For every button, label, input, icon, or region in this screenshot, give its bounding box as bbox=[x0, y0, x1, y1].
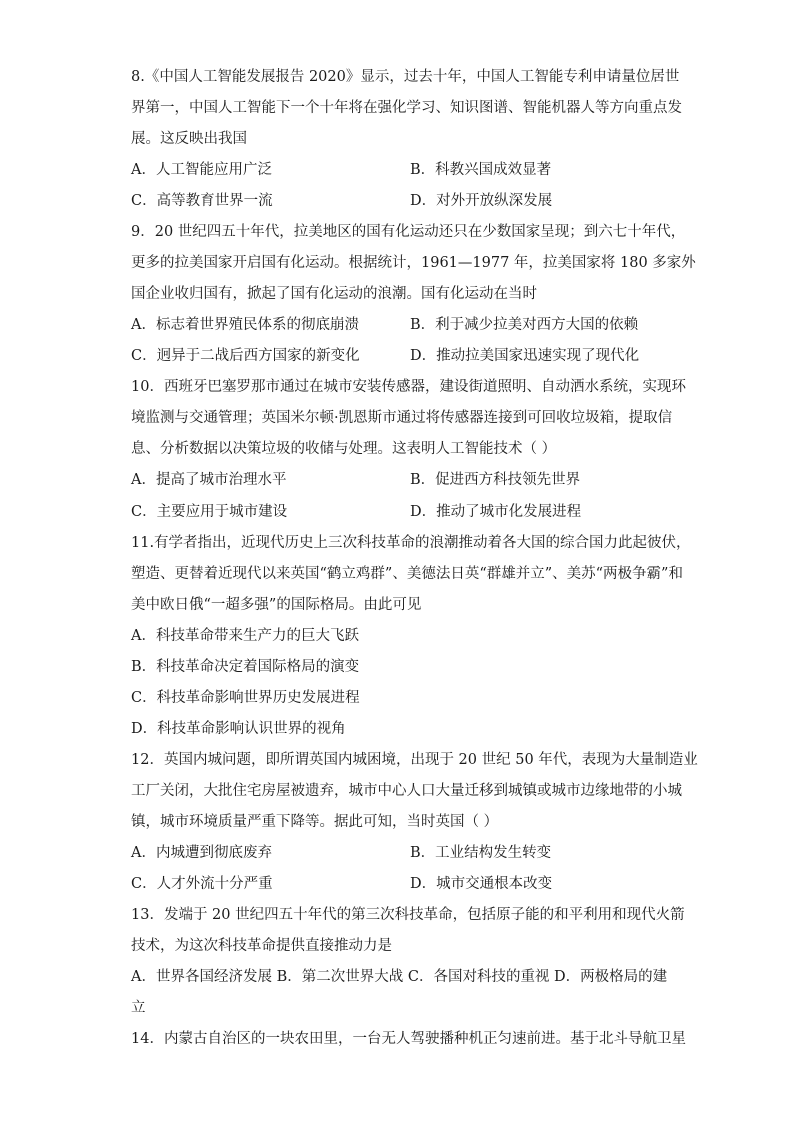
q12-option-b: B．工业结构发生转变 bbox=[410, 845, 552, 861]
q9-line-1: 9．20 世纪四五十年代，拉美地区的国有化运动还只在少数国家呈现；到六七十年代， bbox=[131, 224, 686, 240]
q14-line-1: 14．内蒙古自治区的一块农田里，一台无人驾驶播种机正匀速前进。基于北斗导航卫星 bbox=[131, 1031, 686, 1047]
q8-option-b: B．科教兴国成效显著 bbox=[410, 162, 552, 178]
q12-line-1: 12．英国内城问题，即所谓英国内城困境，出现于 20 世纪 50 年代，表现为大量制造业 bbox=[131, 752, 698, 768]
q13-line-1: 13．发端于 20 世纪四五十年代的第三次科技革命，包括原子能的和平利用和现代火箭 bbox=[131, 907, 685, 923]
q9-option-c: C．迥异于二战后西方国家的新变化 bbox=[131, 348, 360, 364]
q12-line-2: 工厂关闭，大批住宅房屋被遗弃，城市中心人口大量迁移到城镇或城市边缘地带的小城 bbox=[131, 783, 682, 799]
q11-option-b: B．科技革命决定着国际格局的演变 bbox=[131, 659, 360, 675]
q8-line-3: 展。这反映出我国 bbox=[131, 131, 247, 147]
q9-option-b: B．利于减少拉美对西方大国的依赖 bbox=[410, 317, 639, 333]
q13-options-wrap: 立 bbox=[131, 1000, 146, 1016]
q12-option-a: A．内城遭到彻底废弃 bbox=[131, 845, 272, 861]
q10-option-a: A．提高了城市治理水平 bbox=[131, 472, 287, 488]
q13-line-2: 技术，为这次科技革命提供直接推动力是 bbox=[131, 938, 392, 954]
q13-options-line: A．世界各国经济发展 B．第二次世界大战 C．各国对科技的重视 D．两极格局的建 bbox=[131, 969, 668, 985]
q11-line-1: 11.有学者指出，近现代历史上三次科技革命的浪潮推动着各大国的综合国力此起彼伏， bbox=[131, 535, 691, 551]
q8-line-2: 界第一，中国人工智能下一个十年将在强化学习、知识图谱、智能机器人等方向重点发 bbox=[131, 100, 682, 116]
q9-line-3: 国企业收归国有，掀起了国有化运动的浪潮。国有化运动在当时 bbox=[131, 286, 537, 302]
q10-option-d: D．推动了城市化发展进程 bbox=[410, 504, 582, 520]
q10-option-b: B．促进西方科技领先世界 bbox=[410, 472, 581, 488]
q10-line-1: 10．西班牙巴塞罗那市通过在城市安装传感器，建设街道照明、自动洒水系统，实现环 bbox=[131, 379, 686, 395]
q11-option-a: A．科技革命带来生产力的巨大飞跃 bbox=[131, 628, 359, 644]
q8-option-c: C．高等教育世界一流 bbox=[131, 193, 273, 209]
q9-option-a: A．标志着世界殖民体系的彻底崩溃 bbox=[131, 317, 359, 333]
q8-option-d: D．对外开放纵深发展 bbox=[410, 193, 553, 209]
q12-option-d: D．城市交通根本改变 bbox=[410, 876, 553, 892]
q8-option-a: A．人工智能应用广泛 bbox=[131, 162, 272, 178]
q10-line-2: 境监测与交通管理；英国米尔顿·凯恩斯市通过将传感器连接到可回收垃圾箱，提取信 bbox=[131, 410, 673, 426]
q11-line-2: 塑造、更替着近现代以来英国“鹤立鸡群”、美德法日英“群雄并立”、美苏“两极争霸”和 bbox=[131, 566, 683, 582]
q9-line-2: 更多的拉美国家开启国有化运动。根据统计，1961—1977 年，拉美国家将 180 多家外 bbox=[131, 255, 696, 271]
q11-option-d: D．科技革命影响认识世界的视角 bbox=[131, 721, 346, 737]
q10-option-c: C．主要应用于城市建设 bbox=[131, 504, 288, 520]
q9-option-d: D．推动拉美国家迅速实现了现代化 bbox=[410, 348, 640, 364]
q11-option-c: C．科技革命影响世界历史发展进程 bbox=[131, 690, 360, 706]
q12-line-3: 镇，城市环境质量严重下降等。据此可知，当时英国（ ） bbox=[131, 814, 499, 830]
q12-option-c: C．人才外流十分严重 bbox=[131, 876, 273, 892]
q8-line-1: 8.《中国人工智能发展报告 2020》显示，过去十年，中国人工智能专利申请量位居世 bbox=[131, 69, 680, 85]
q11-line-3: 美中欧日俄“一超多强”的国际格局。由此可见 bbox=[131, 597, 422, 613]
q10-line-3: 息、分析数据以决策垃圾的收储与处理。这表明人工智能技术（ ） bbox=[131, 441, 557, 457]
